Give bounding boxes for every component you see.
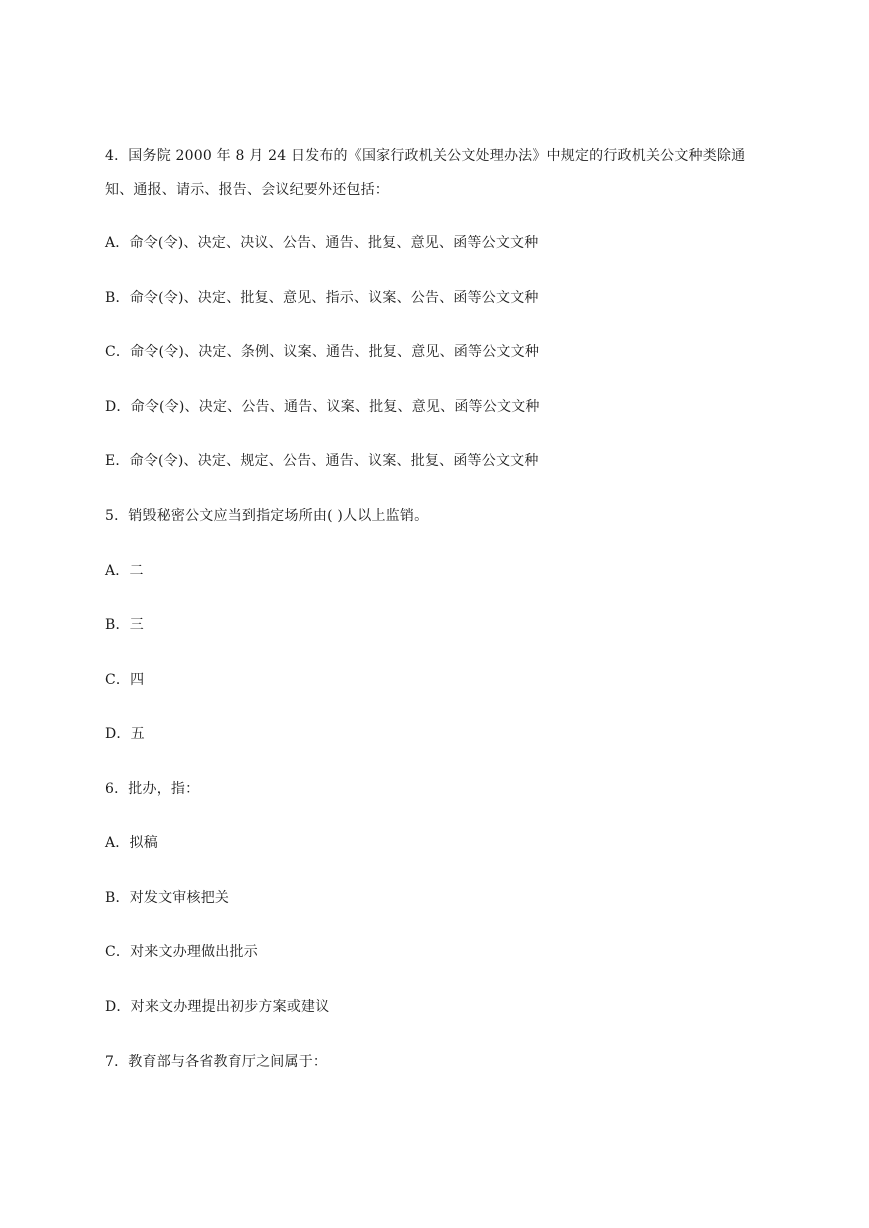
- question-4-stem-line-2: 知、通报、请示、报告、会议纪要外还包括：: [105, 182, 389, 198]
- question-6-option-d: D．对来文办理提出初步方案或建议: [105, 999, 330, 1015]
- question-4-option-e: E．命令(令)、决定、规定、公告、通告、议案、批复、函等公文文种: [105, 453, 539, 469]
- question-7-stem: 7．教育部与各省教育厅之间属于：: [105, 1054, 328, 1070]
- question-4-option-b: B．命令(令)、决定、批复、意见、指示、议案、公告、函等公文文种: [105, 290, 539, 306]
- question-5-option-b: B．三: [105, 617, 144, 633]
- question-5-option-a: A．二: [105, 563, 144, 579]
- question-5-option-d: D．五: [105, 726, 145, 742]
- question-6-option-c: C．对来文办理做出批示: [105, 944, 258, 960]
- question-6-stem: 6．批办，指：: [105, 781, 200, 797]
- question-5-option-c: C．四: [105, 672, 145, 688]
- question-6-option-b: B．对发文审核把关: [105, 890, 230, 906]
- question-4-option-a: A．命令(令)、决定、决议、公告、通告、批复、意见、函等公文文种: [105, 235, 539, 251]
- question-4-stem-line-1: 4．国务院 2000 年 8 月 24 日发布的《国家行政机关公文处理办法》中规定的行政机关公文种类除通: [105, 148, 746, 164]
- question-4-option-d: D．命令(令)、决定、公告、通告、议案、批复、意见、函等公文文种: [105, 399, 540, 415]
- question-5-stem: 5．销毁秘密公文应当到指定场所由( )人以上监销。: [105, 508, 429, 524]
- question-6-option-a: A．拟稿: [105, 835, 158, 851]
- question-4-option-c: C．命令(令)、决定、条例、议案、通告、批复、意见、函等公文文种: [105, 344, 540, 360]
